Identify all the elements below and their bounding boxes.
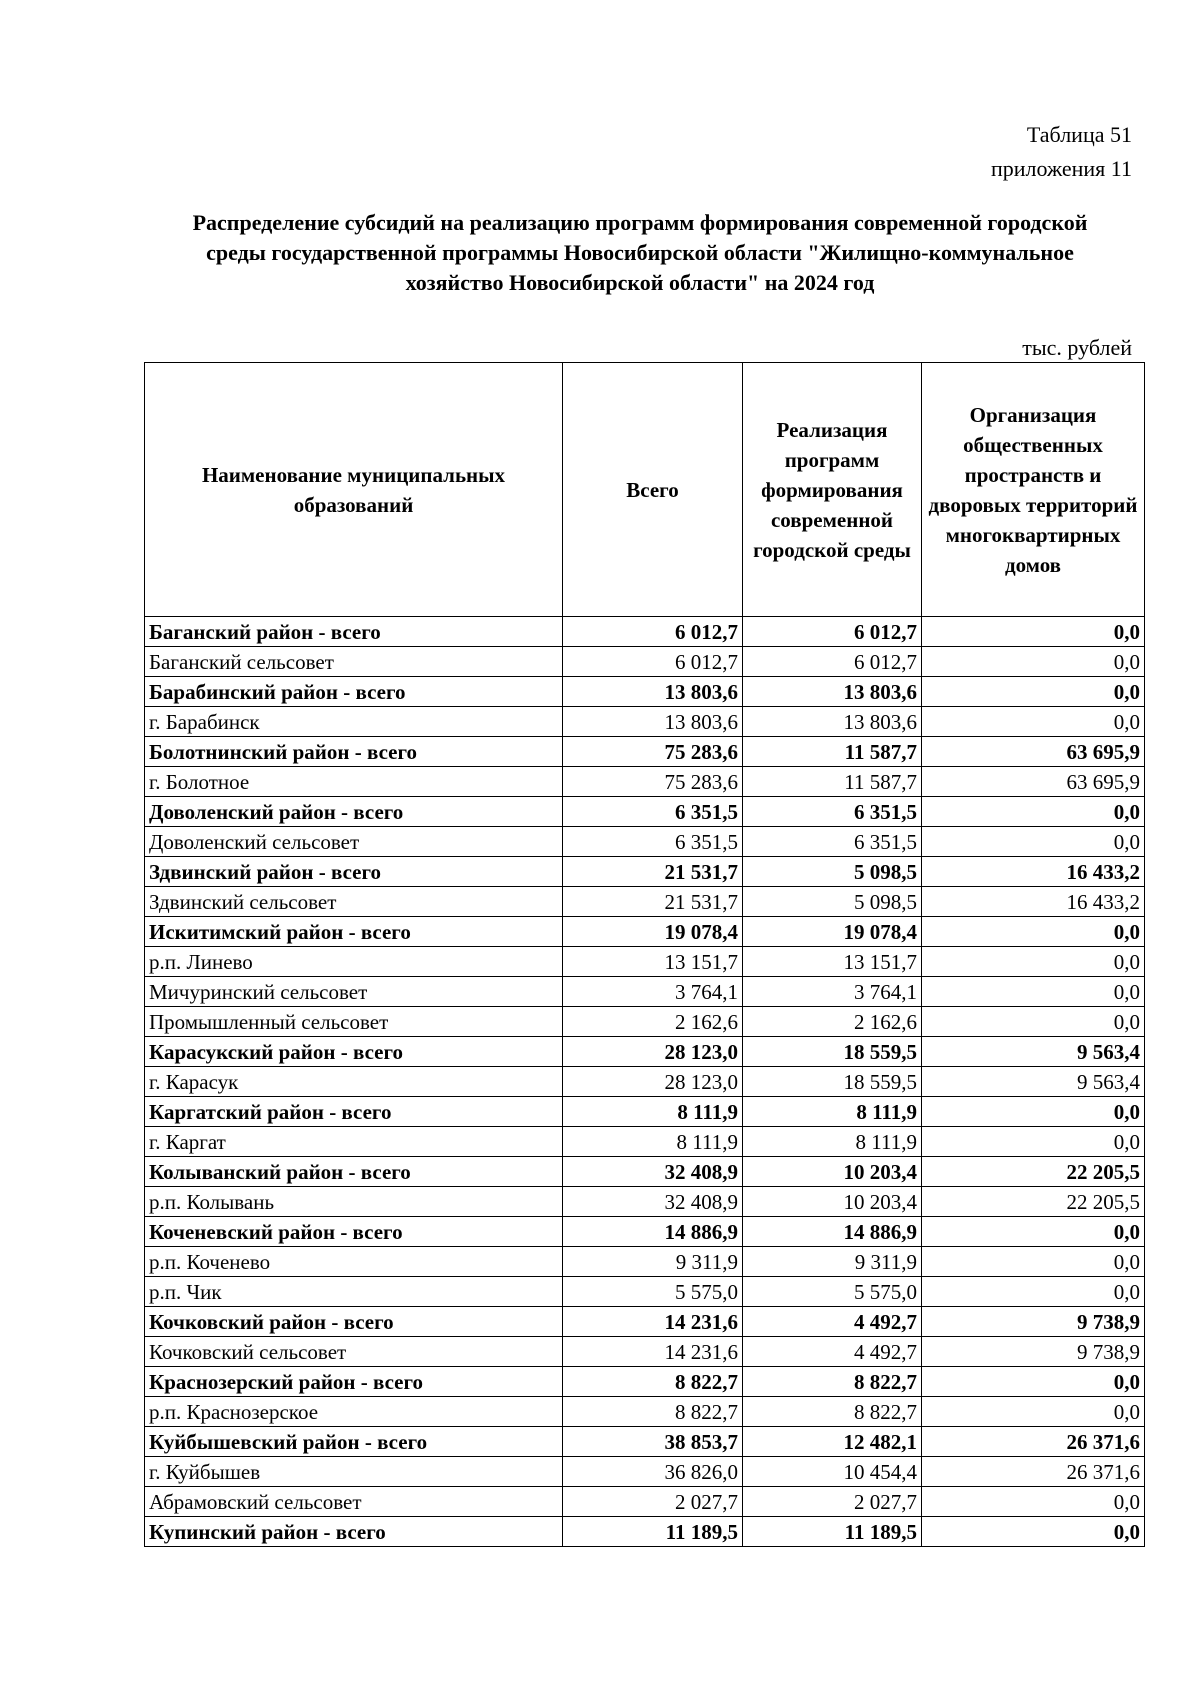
district-total-row [145,1517,1145,1547]
cell-public-spaces: 26 371,6 [922,1457,1145,1487]
cell-implementation: 19 078,4 [743,917,922,947]
cell-implementation: 8 111,9 [743,1127,922,1157]
cell-public-spaces: 9 563,4 [922,1037,1145,1067]
table-reference [991,118,1132,186]
cell-total: 6 012,7 [563,617,743,647]
cell-total: 2 162,6 [563,1007,743,1037]
cell-implementation: 13 151,7 [743,947,922,977]
cell-total: 28 123,0 [563,1037,743,1067]
cell-total: 14 231,6 [563,1337,743,1367]
cell-name: Кочковский сельсовет [145,1337,563,1367]
cell-public-spaces: 0,0 [922,1517,1145,1547]
municipality-row [145,1337,1145,1367]
cell-public-spaces: 0,0 [922,1487,1145,1517]
cell-total: 21 531,7 [563,887,743,917]
cell-public-spaces: 22 205,5 [922,1157,1145,1187]
cell-implementation: 5 575,0 [743,1277,922,1307]
cell-implementation: 13 803,6 [743,707,922,737]
cell-public-spaces: 16 433,2 [922,857,1145,887]
cell-public-spaces: 9 738,9 [922,1307,1145,1337]
cell-total: 6 351,5 [563,797,743,827]
cell-name: Здвинский район - всего [145,857,563,887]
cell-public-spaces: 0,0 [922,1367,1145,1397]
document-title [140,208,1140,298]
column-header-name: Наименование муниципальных образований [145,363,563,617]
municipality-row [145,1067,1145,1097]
cell-implementation: 6 012,7 [743,617,922,647]
cell-public-spaces: 0,0 [922,797,1145,827]
district-total-row [145,1367,1145,1397]
units-label: тыс. рублей [1022,335,1132,360]
cell-implementation: 18 559,5 [743,1067,922,1097]
table-header-row [145,363,1145,617]
cell-public-spaces: 0,0 [922,947,1145,977]
cell-name: Карасукский район - всего [145,1037,563,1067]
district-total-row [145,917,1145,947]
municipality-row [145,1457,1145,1487]
cell-implementation: 18 559,5 [743,1037,922,1067]
cell-total: 8 822,7 [563,1397,743,1427]
table-body [145,617,1145,1547]
cell-public-spaces: 0,0 [922,647,1145,677]
cell-total: 32 408,9 [563,1187,743,1217]
cell-implementation: 12 482,1 [743,1427,922,1457]
cell-implementation: 8 111,9 [743,1097,922,1127]
cell-total: 6 012,7 [563,647,743,677]
district-total-row [145,1097,1145,1127]
cell-name: р.п. Колывань [145,1187,563,1217]
cell-implementation: 2 162,6 [743,1007,922,1037]
cell-public-spaces: 0,0 [922,707,1145,737]
column-header-total: Всего [563,363,743,617]
cell-total: 14 886,9 [563,1217,743,1247]
table-number: Таблица 51 [1026,122,1132,147]
column-header-public-spaces: Организация общественных пространств и дворовых территорий многоквартирных домов [922,363,1145,617]
cell-total: 5 575,0 [563,1277,743,1307]
cell-implementation: 11 587,7 [743,737,922,767]
cell-total: 9 311,9 [563,1247,743,1277]
cell-total: 21 531,7 [563,857,743,887]
cell-name: Искитимский район - всего [145,917,563,947]
cell-total: 13 803,6 [563,677,743,707]
cell-name: Купинский район - всего [145,1517,563,1547]
title-line-2: среды государственной программы Новосибирской области "Жилищно-коммунальное [206,240,1074,265]
cell-total: 36 826,0 [563,1457,743,1487]
appendix-number: приложения 11 [990,156,1132,181]
cell-public-spaces: 22 205,5 [922,1187,1145,1217]
cell-implementation: 4 492,7 [743,1307,922,1337]
cell-total: 8 111,9 [563,1127,743,1157]
cell-total: 32 408,9 [563,1157,743,1187]
cell-total: 8 822,7 [563,1367,743,1397]
cell-implementation: 9 311,9 [743,1247,922,1277]
cell-public-spaces: 0,0 [922,1127,1145,1157]
cell-implementation: 6 351,5 [743,827,922,857]
cell-total: 3 764,1 [563,977,743,1007]
district-total-row [145,617,1145,647]
cell-public-spaces: 0,0 [922,1217,1145,1247]
cell-public-spaces: 26 371,6 [922,1427,1145,1457]
municipality-row [145,707,1145,737]
cell-name: Каргатский район - всего [145,1097,563,1127]
cell-total: 28 123,0 [563,1067,743,1097]
cell-name: Баганский сельсовет [145,647,563,677]
cell-public-spaces: 0,0 [922,677,1145,707]
municipality-row [145,1247,1145,1277]
cell-total: 19 078,4 [563,917,743,947]
cell-name: р.п. Линево [145,947,563,977]
cell-public-spaces: 63 695,9 [922,767,1145,797]
cell-implementation: 3 764,1 [743,977,922,1007]
cell-implementation: 5 098,5 [743,887,922,917]
district-total-row [145,797,1145,827]
cell-name: Куйбышевский район - всего [145,1427,563,1457]
cell-name: Баганский район - всего [145,617,563,647]
municipality-row [145,1127,1145,1157]
cell-implementation: 4 492,7 [743,1337,922,1367]
cell-public-spaces: 0,0 [922,1007,1145,1037]
cell-name: г. Барабинск [145,707,563,737]
district-total-row [145,1157,1145,1187]
cell-implementation: 14 886,9 [743,1217,922,1247]
cell-implementation: 11 189,5 [743,1517,922,1547]
cell-name: Кочковский район - всего [145,1307,563,1337]
municipality-row [145,887,1145,917]
subsidy-table [144,362,1145,1547]
title-line-3: хозяйство Новосибирской области" на 2024 год [405,270,875,295]
municipality-row [145,647,1145,677]
municipality-row [145,977,1145,1007]
cell-name: Абрамовский сельсовет [145,1487,563,1517]
cell-public-spaces: 63 695,9 [922,737,1145,767]
cell-name: р.п. Краснозерское [145,1397,563,1427]
column-header-implementation: Реализация программ формирования современной городской среды [743,363,922,617]
cell-public-spaces: 0,0 [922,617,1145,647]
cell-name: Коченевский район - всего [145,1217,563,1247]
district-total-row [145,1307,1145,1337]
municipality-row [145,1007,1145,1037]
cell-public-spaces: 0,0 [922,1247,1145,1277]
cell-public-spaces: 0,0 [922,1397,1145,1427]
cell-name: г. Каргат [145,1127,563,1157]
cell-name: г. Болотное [145,767,563,797]
cell-total: 8 111,9 [563,1097,743,1127]
cell-total: 75 283,6 [563,737,743,767]
district-total-row [145,1217,1145,1247]
cell-public-spaces: 0,0 [922,917,1145,947]
cell-public-spaces: 0,0 [922,827,1145,857]
municipality-row [145,1397,1145,1427]
cell-name: Болотнинский район - всего [145,737,563,767]
cell-public-spaces: 0,0 [922,1277,1145,1307]
title-line-1: Распределение субсидий на реализацию программ формирования современной городской [192,210,1088,235]
cell-total: 11 189,5 [563,1517,743,1547]
municipality-row [145,767,1145,797]
municipality-row [145,1187,1145,1217]
municipality-row [145,947,1145,977]
cell-name: Колыванский район - всего [145,1157,563,1187]
cell-public-spaces: 0,0 [922,1097,1145,1127]
cell-public-spaces: 0,0 [922,977,1145,1007]
cell-implementation: 10 203,4 [743,1187,922,1217]
cell-implementation: 10 203,4 [743,1157,922,1187]
district-total-row [145,1037,1145,1067]
cell-name: Промышленный сельсовет [145,1007,563,1037]
cell-implementation: 13 803,6 [743,677,922,707]
cell-total: 13 803,6 [563,707,743,737]
cell-implementation: 5 098,5 [743,857,922,887]
cell-total: 2 027,7 [563,1487,743,1517]
cell-public-spaces: 9 738,9 [922,1337,1145,1367]
cell-implementation: 6 012,7 [743,647,922,677]
district-total-row [145,677,1145,707]
cell-implementation: 10 454,4 [743,1457,922,1487]
cell-total: 13 151,7 [563,947,743,977]
cell-name: Мичуринский сельсовет [145,977,563,1007]
municipality-row [145,827,1145,857]
cell-name: Доволенский район - всего [145,797,563,827]
cell-implementation: 11 587,7 [743,767,922,797]
cell-name: р.п. Коченево [145,1247,563,1277]
cell-total: 38 853,7 [563,1427,743,1457]
cell-total: 14 231,6 [563,1307,743,1337]
cell-public-spaces: 9 563,4 [922,1067,1145,1097]
district-total-row [145,737,1145,767]
cell-implementation: 8 822,7 [743,1397,922,1427]
cell-name: р.п. Чик [145,1277,563,1307]
cell-implementation: 2 027,7 [743,1487,922,1517]
cell-total: 6 351,5 [563,827,743,857]
cell-implementation: 6 351,5 [743,797,922,827]
municipality-row [145,1487,1145,1517]
municipality-row [145,1277,1145,1307]
cell-name: г. Карасук [145,1067,563,1097]
cell-implementation: 8 822,7 [743,1367,922,1397]
cell-name: Доволенский сельсовет [145,827,563,857]
cell-name: Барабинский район - всего [145,677,563,707]
district-total-row [145,857,1145,887]
district-total-row [145,1427,1145,1457]
cell-total: 75 283,6 [563,767,743,797]
cell-name: г. Куйбышев [145,1457,563,1487]
cell-name: Здвинский сельсовет [145,887,563,917]
cell-public-spaces: 16 433,2 [922,887,1145,917]
cell-name: Краснозерский район - всего [145,1367,563,1397]
